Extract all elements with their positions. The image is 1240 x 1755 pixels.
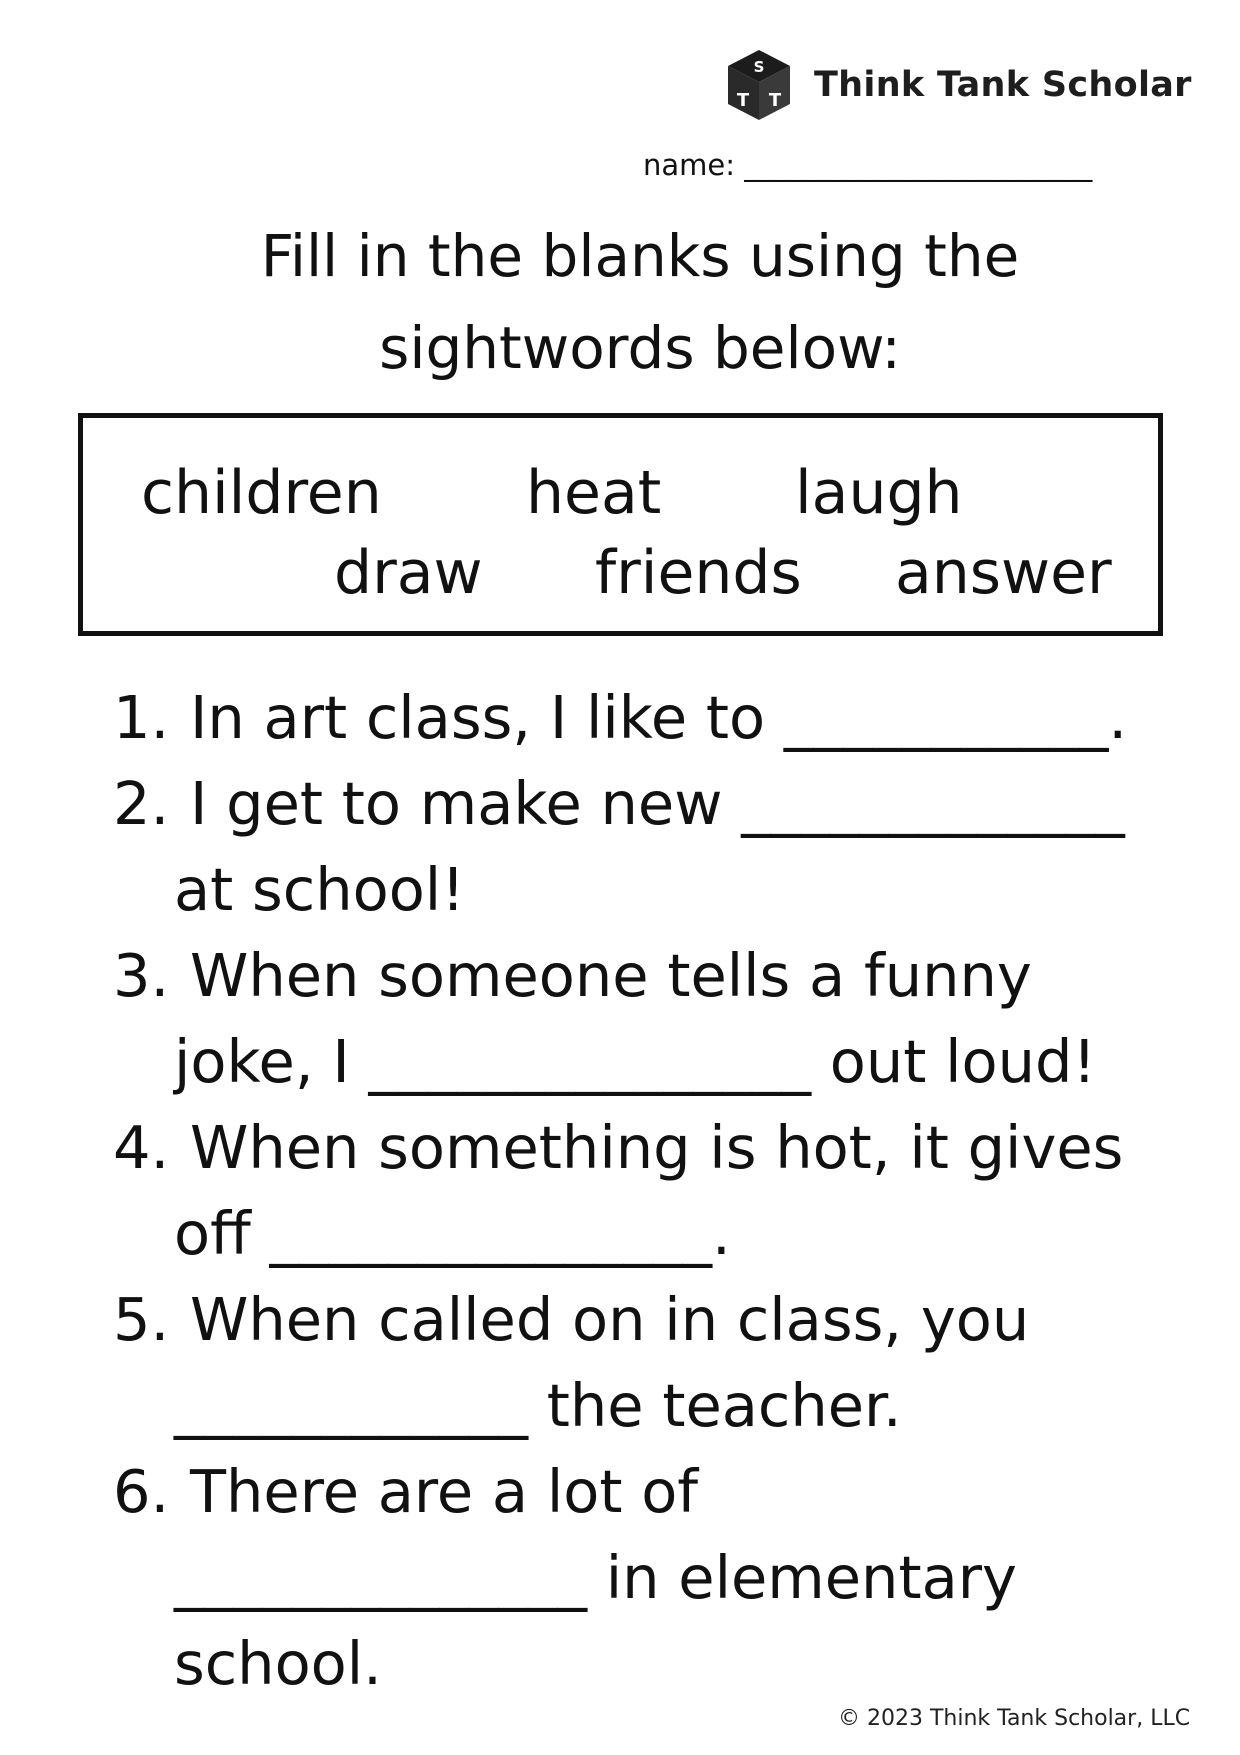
question-number: 2.	[113, 769, 170, 838]
question-text: When something is hot, it gives	[190, 1113, 1124, 1182]
question-text: school.	[174, 1629, 382, 1698]
question-text: When called on in class, you	[190, 1285, 1030, 1354]
question-number: 1.	[113, 683, 170, 752]
title-line-1: Fill in the blanks using the	[260, 222, 1020, 290]
question-text: In art class, I like to ___________.	[190, 683, 1128, 752]
logo-letter-right: T	[768, 90, 782, 111]
question-text: There are a lot of	[190, 1457, 699, 1526]
word-bank-item: children	[141, 458, 382, 528]
question-text: When someone tells a funny	[190, 941, 1032, 1010]
word-bank-item: laugh	[795, 458, 963, 528]
question-text: I get to make new _____________	[190, 769, 1125, 838]
question-text: at school!	[174, 855, 465, 924]
word-bank-item: heat	[526, 458, 662, 528]
logo-letter-top: S	[753, 58, 765, 76]
word-bank-item: draw	[334, 538, 483, 608]
copyright-notice: © 2023 Think Tank Scholar, LLC	[838, 1706, 1191, 1731]
brand-name: Think Tank Scholar	[814, 65, 1192, 105]
question-number: 5.	[113, 1285, 170, 1354]
question-text: off _______________.	[174, 1199, 731, 1268]
logo-letter-left: T	[736, 90, 750, 111]
name-field: name: ________________________	[643, 148, 1093, 182]
question-number: 6.	[113, 1457, 170, 1526]
title-line-2: sightwords below:	[379, 314, 901, 382]
question-text: ____________ the teacher.	[174, 1371, 902, 1440]
word-bank-item: friends	[595, 538, 802, 608]
question-number: 4.	[113, 1113, 170, 1182]
question-text: joke, I _______________ out loud!	[174, 1027, 1097, 1096]
question-text: ______________ in elementary	[174, 1543, 1017, 1612]
question-number: 3.	[113, 941, 170, 1010]
word-bank-item: answer	[895, 538, 1112, 608]
